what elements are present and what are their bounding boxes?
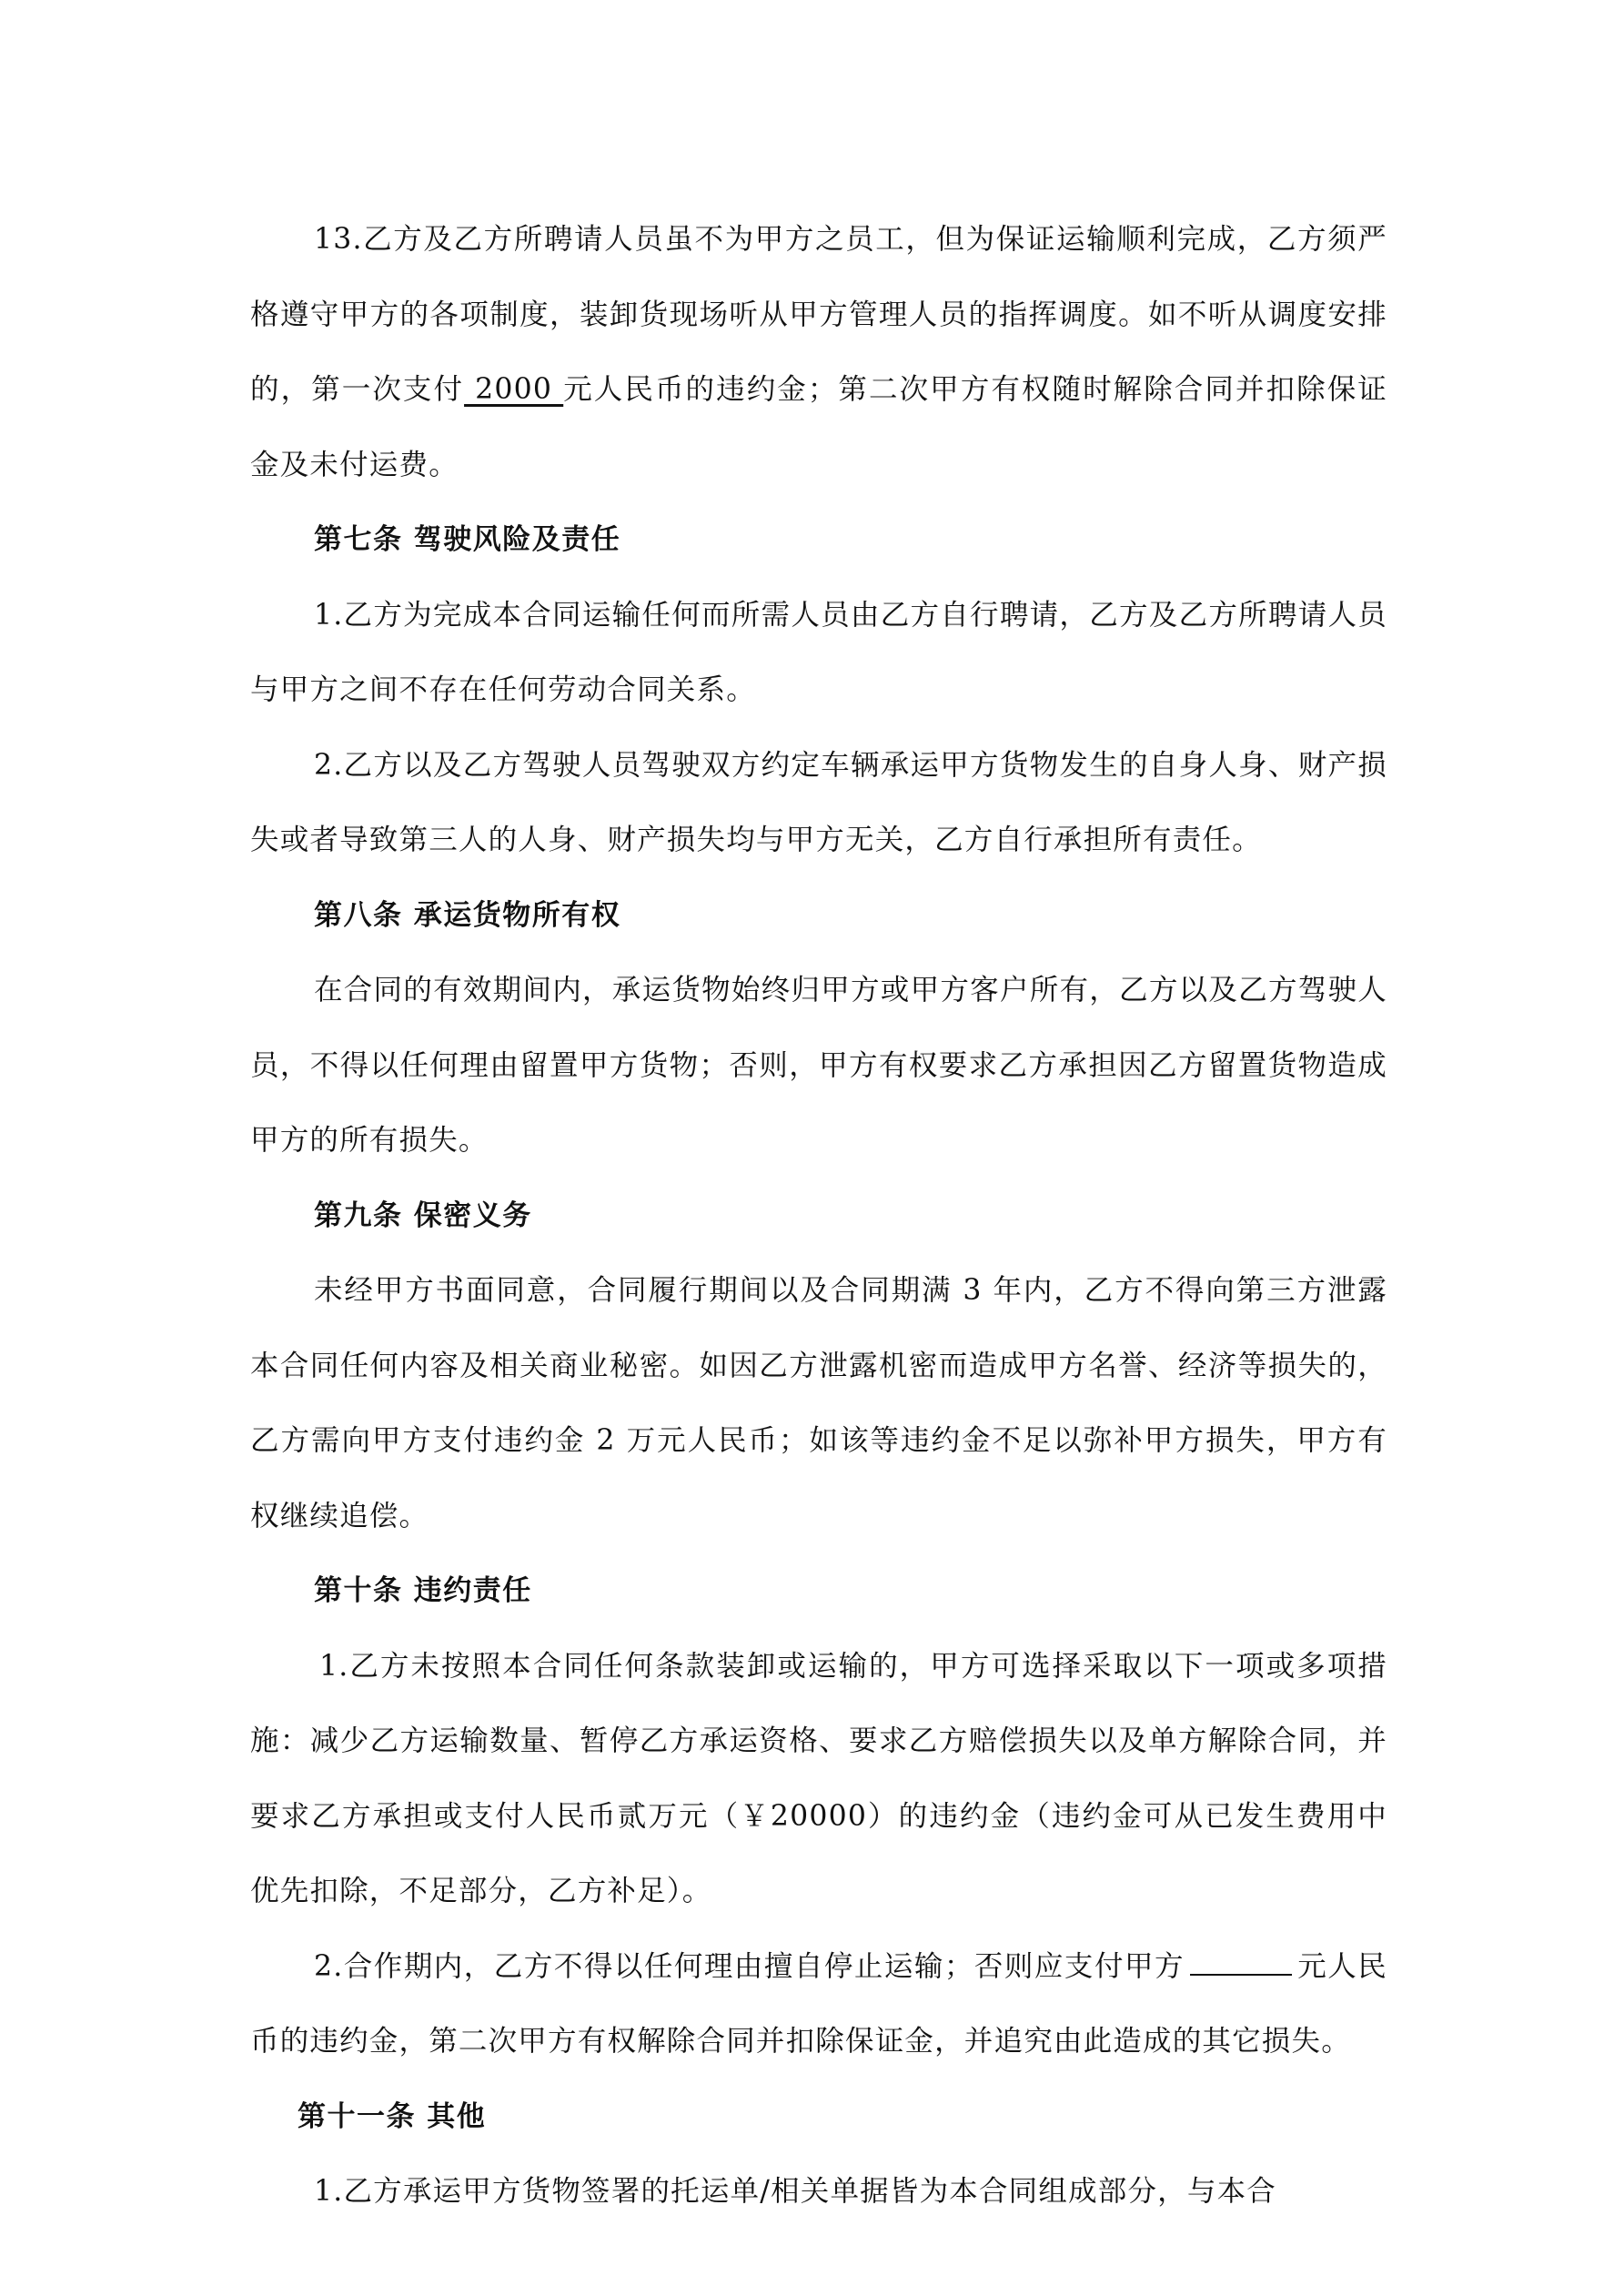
item13-text-a: 13.乙方及乙方所聘请人员虽不为甲方之员工，但为保证运输顺利完成，乙方须严格遵守甲方的各项制度，装卸货现场听从甲方管理人员的指挥调度。如不听从调度安排的，第一次支付 — [250, 223, 1387, 406]
clause10-item2 — [250, 1929, 1387, 2079]
clause10-heading: 第十条 违约责任 — [314, 1574, 532, 1607]
clause8-body: 在合同的有效期间内，承运货物始终归甲方或甲方客户所有，乙方以及乙方驾驶人员，不得以任何理由留置甲方货物；否则，甲方有权要求乙方承担因乙方留置货物造成甲方的所有损失。 — [250, 974, 1387, 1157]
clause7-heading: 第七条 驾驶风险及责任 — [314, 523, 621, 556]
clause9-body: 未经甲方书面同意，合同履行期间以及合同期满 3 年内，乙方不得向第三方泄露本合同任何内容及相关商业秘密。如因乙方泄露机密而造成甲方名誉、经济等损失的，乙方需向甲方支付违约金 2 万元人民币；如该等违约金不足以弥补甲方损失，甲方有权继续追偿。 — [250, 1274, 1387, 1532]
item2-text-a: 2.合作期内，乙方不得以任何理由擅自停止运输；否则应支付甲方 — [314, 1949, 1185, 1983]
clause6-item13 — [250, 202, 1387, 502]
clause7-item1: 1.乙方为完成本合同运输任何而所需人员由乙方自行聘请，乙方及乙方所聘请人员与甲方之间不存在任何劳动合同关系。 — [250, 598, 1387, 706]
clause10-item1: 1.乙方未按照本合同任何条款装卸或运输的，甲方可选择采取以下一项或多项措施：减少乙方运输数量、暂停乙方承运资格、要求乙方赔偿损失以及单方解除合同，并要求乙方承担或支付人民币贰万元（￥20000）的违约金（违约金可从已发生费用中优先扣除，不足部分，乙方补足）。 — [250, 1649, 1387, 1907]
clause7-item2: 2.乙方以及乙方驾驶人员驾驶双方约定车辆承运甲方货物发生的自身人身、财产损失或者导致第三人的人身、财产损失均与甲方无关，乙方自行承担所有责任。 — [250, 748, 1387, 856]
clause11-heading: 第十一条 其他 — [298, 2099, 487, 2133]
clause9-heading: 第九条 保密义务 — [314, 1199, 532, 1232]
item13-text-b: 元人民币的违约金；第二次甲方有权随时解除合同并扣除保证金及未付运费。 — [250, 373, 1387, 481]
clause8-heading: 第八条 承运货物所有权 — [314, 898, 621, 932]
amount-blank — [1190, 1950, 1292, 1976]
clause11-item1: 1.乙方承运甲方货物签署的托运单/相关单据皆为本合同组成部分，与本合 — [314, 2175, 1276, 2208]
penalty-amount: 2000 — [464, 373, 564, 406]
contract-body — [250, 202, 1387, 2230]
item2-text-b: 元人民币的违约金，第二次甲方有权解除合同并扣除保证金，并追究由此造成的其它损失。 — [250, 1949, 1387, 2058]
